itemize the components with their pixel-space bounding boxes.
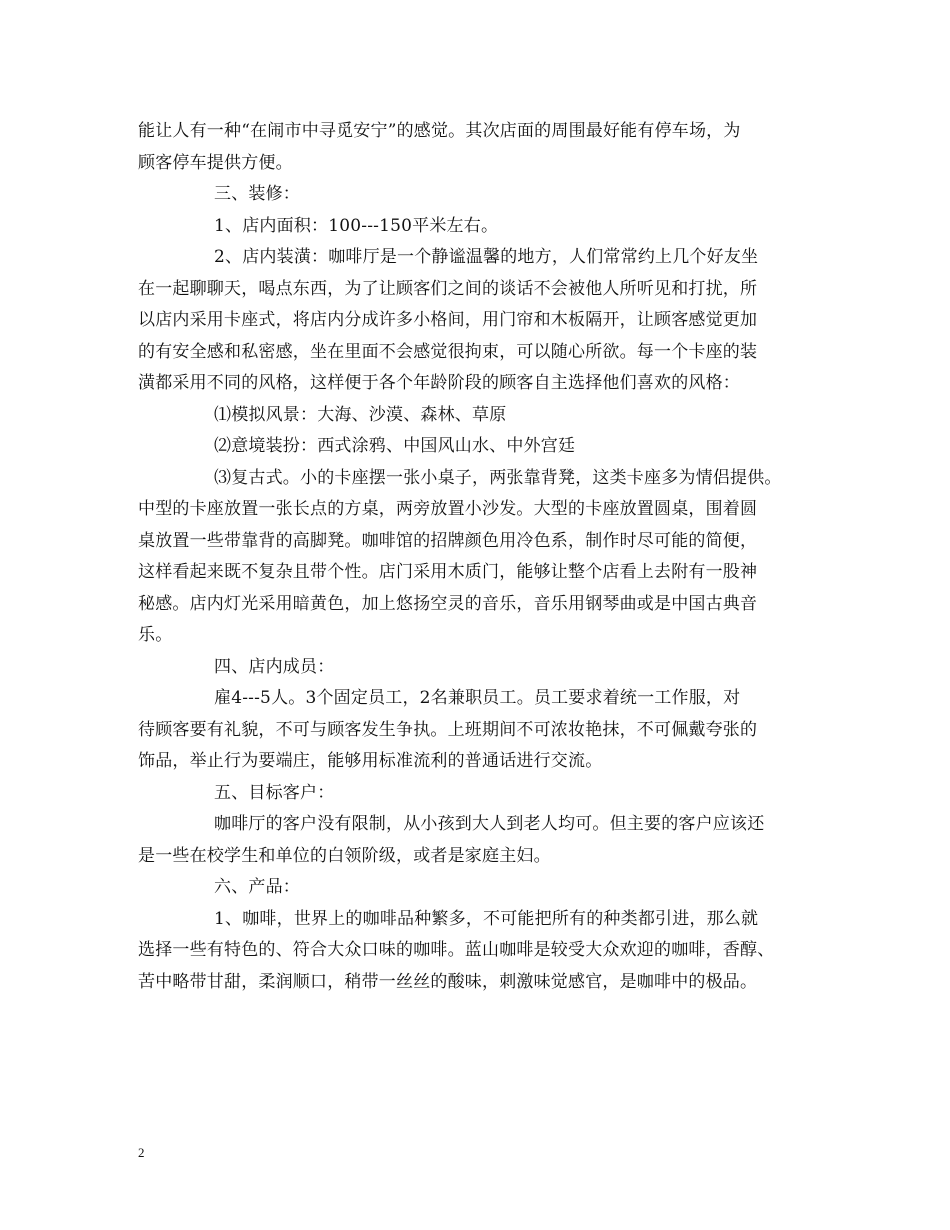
text-line: 桌放置一些带靠背的高脚凳。咖啡馆的招牌颜色用冷色系，制作时尽可能的简便， — [138, 530, 758, 551]
text-line: 雇4---5人。3个固定员工，2名兼职员工。员工要求着统一工作服，对 — [214, 688, 741, 708]
text-line: 1、店内面积：100---150平米左右。 — [214, 215, 499, 236]
text-line: 顾客停车提供方便。 — [138, 152, 293, 173]
text-line: 乐。 — [138, 625, 173, 645]
text-line: 咖啡厅的客户没有限制，从小孩到大人到老人均可。但主要的客户应该还 — [214, 814, 765, 834]
text-line: 中型的卡座放置一张长点的方桌，两旁放置小沙发。大型的卡座放置圆桌，围着圆 — [138, 499, 758, 519]
text-line: 秘感。店内灯光采用暗黄色，加上悠扬空灵的音乐，音乐用钢琴曲或是中国古典音 — [138, 593, 758, 614]
text-line: 四、店内成员： — [214, 656, 335, 677]
text-line: 五、目标客户： — [214, 782, 335, 803]
document-body — [138, 116, 828, 998]
text-line: 能让人有一种“在闹市中寻觅安宁”的感觉。其次店面的周围最好能有停车场，为 — [138, 121, 741, 141]
text-line: 2、店内装潢：咖啡厅是一个静谧温馨的地方，人们常常约上几个好友坐 — [214, 247, 759, 267]
text-line: 待顾客要有礼貌，不可与顾客发生争执。上班期间不可浓妆艳抹，不可佩戴夸张的 — [138, 719, 758, 740]
text-line: 潢都采用不同的风格，这样便于各个年龄阶段的顾客自主选择他们喜欢的风格： — [138, 373, 740, 393]
text-line: ⑵意境装扮：西式涂鸦、中国风山水、中外宫廷 — [214, 436, 576, 456]
text-line: 选择一些有特色的、符合大众口味的咖啡。蓝山咖啡是较受大众欢迎的咖啡，香醇、 — [138, 940, 775, 960]
text-line: 以店内采用卡座式，将店内分成许多小格间，用门帘和木板隔开，让顾客感觉更加 — [138, 310, 758, 330]
text-line: 六、产品： — [214, 877, 300, 897]
text-line: ⑴模拟风景：大海、沙漠、森林、草原 — [214, 404, 507, 425]
text-line: 在一起聊聊天，喝点东西，为了让顾客们之间的谈话不会被他人所听见和打扰，所 — [138, 278, 758, 299]
text-line: 这样看起来既不复杂且带个性。店门采用木质门，能够让整个店看上去附有一股神 — [138, 562, 758, 582]
text-line: 三、装修： — [214, 184, 300, 204]
text-line: ⑶复古式。小的卡座摆一张小桌子，两张靠背凳，这类卡座多为情侣提供。 — [214, 467, 782, 488]
page-number: 2 — [138, 1145, 145, 1160]
text-line: 是一些在校学生和单位的白领阶级，或者是家庭主妇。 — [138, 845, 551, 866]
text-line: 饰品，举止行为要端庄，能够用标准流利的普通话进行交流。 — [138, 751, 603, 771]
text-line: 苦中略带甘甜，柔润顺口，稍带一丝丝的酸味，刺激味觉感官，是咖啡中的极品。 — [138, 971, 758, 992]
text-line: 1、咖啡，世界上的咖啡品种繁多，不可能把所有的种类都引进，那么就 — [214, 908, 759, 929]
text-line: 的有安全感和私密感，坐在里面不会感觉很拘束，可以随心所欲。每一个卡座的装 — [138, 341, 758, 362]
